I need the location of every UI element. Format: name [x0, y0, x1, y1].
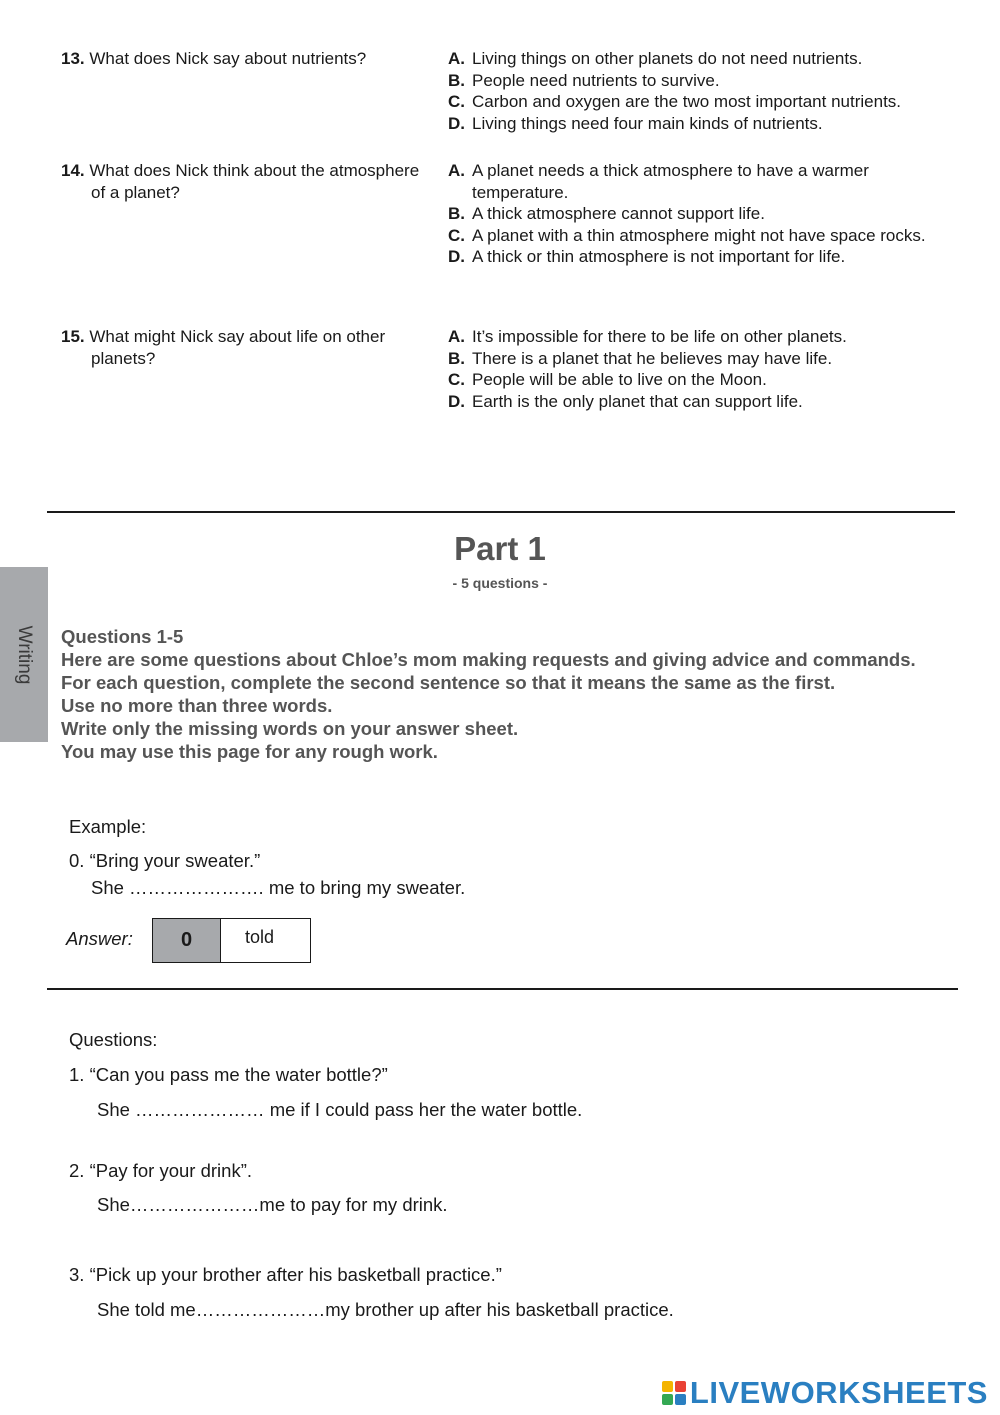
option-d[interactable]: D. Earth is the only planet that can support life.: [448, 391, 803, 411]
answer-value: told: [245, 927, 275, 947]
example-prompt: 0. “Bring your sweater.”: [69, 850, 261, 871]
question-number: 15.: [61, 327, 85, 346]
option-c[interactable]: C. Carbon and oxygen are the two most important nutrients.: [448, 92, 902, 111]
option-c[interactable]: C. A planet with a thin atmosphere might not have space rocks.: [448, 225, 926, 245]
question-2-prompt: 2. “Pay for your drink”.: [69, 1160, 253, 1181]
option-a[interactable]: A. Living things on other planets do not need nutrients.: [448, 49, 863, 68]
question-1-prompt: 1. “Can you pass me the water bottle?”: [69, 1064, 388, 1085]
question-15-options: [448, 326, 978, 412]
questions-label: Questions:: [69, 1029, 158, 1050]
question-1-sentence[interactable]: She ………………… me if I could pass her the water bottle.: [97, 1099, 583, 1120]
question-2-sentence[interactable]: She…………………me to pay for my drink.: [97, 1194, 448, 1215]
option-a[interactable]: A. It’s impossible for there to be life on other planets.: [448, 327, 847, 346]
instruction-line: You may use this page for any rough work.: [61, 741, 438, 762]
option-b[interactable]: B. People need nutrients to survive.: [448, 70, 720, 90]
question-text: What might Nick say about life on other planets?: [89, 327, 386, 368]
instruction-line: Here are some questions about Chloe’s mom making requests and giving advice and commands.: [61, 649, 916, 670]
example-answer-box: [152, 918, 311, 963]
instruction-line: Write only the missing words on your answer sheet.: [61, 718, 519, 739]
instruction-line: Use no more than three words.: [61, 695, 333, 716]
option-d[interactable]: D. Living things need four main kinds of nutrients.: [448, 113, 823, 133]
part-subtitle: - 5 questions -: [452, 575, 548, 591]
question-14: [61, 160, 421, 204]
instructions: [61, 625, 961, 763]
section-divider: [47, 511, 955, 513]
question-15: [61, 326, 421, 370]
instructions-heading: Questions 1-5: [61, 626, 184, 647]
answer-label: Answer:: [66, 928, 133, 949]
question-13: [61, 48, 431, 70]
option-c[interactable]: C. People will be able to live on the Moon.: [448, 370, 767, 389]
option-b[interactable]: B. A thick atmosphere cannot support life.: [448, 204, 765, 223]
option-d[interactable]: D. A thick or thin atmosphere is not important for life.: [448, 247, 846, 266]
instruction-line: For each question, complete the second sentence so that it means the same as the first.: [61, 672, 836, 693]
question-3-prompt: 3. “Pick up your brother after his basketball practice.”: [69, 1264, 502, 1285]
answer-number: 0: [153, 919, 221, 962]
question-number: 13.: [61, 49, 85, 68]
example-sentence: She …………………. me to bring my sweater.: [91, 877, 466, 898]
question-14-options: [448, 160, 926, 268]
example-divider: [47, 988, 958, 990]
question-3-sentence[interactable]: She told me…………………my brother up after his basketball practice.: [97, 1299, 674, 1320]
logo-mark-icon: [662, 1381, 686, 1405]
liveworksheets-logo: [662, 1375, 988, 1411]
part-title: Part 1: [454, 530, 546, 567]
logo-text: LIVEWORKSHEETS: [689, 1375, 988, 1410]
example-label: Example:: [69, 816, 147, 837]
question-text: What does Nick think about the atmosphere of a planet?: [89, 161, 420, 202]
option-b[interactable]: B. There is a planet that he believes may have life.: [448, 348, 833, 368]
question-text: What does Nick say about nutrients?: [89, 49, 367, 68]
option-a[interactable]: A. A planet needs a thick atmosphere to have a warmer temperature.: [448, 161, 869, 202]
question-number: 14.: [61, 161, 85, 180]
question-13-options: [448, 48, 978, 134]
side-tab-writing: [0, 567, 48, 742]
side-tab-label: Writing: [14, 625, 35, 684]
